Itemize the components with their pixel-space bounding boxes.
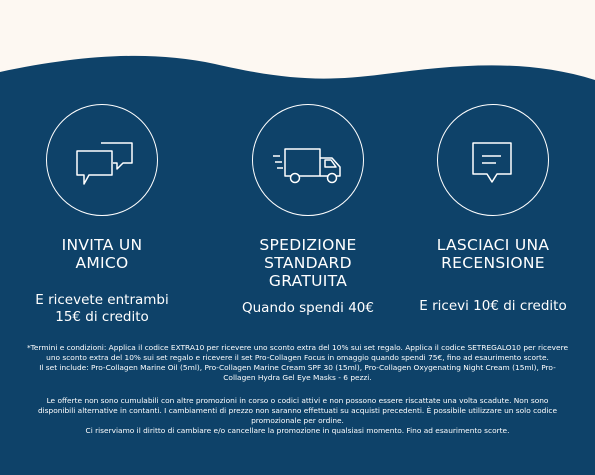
- review-bubble-icon: [438, 105, 547, 214]
- invite-description: E ricevete entrambi 15€ di credito: [35, 292, 169, 325]
- review-title: LASCIACI UNA RECENSIONE: [436, 236, 550, 272]
- invite-icon-circle: [46, 104, 158, 216]
- review-icon-circle: [437, 104, 549, 216]
- shipping-description: Quando spendi 40€: [242, 300, 374, 316]
- delivery-truck-icon: [253, 105, 362, 214]
- shipping-title: SPEDIZIONE STANDARD GRATUITA: [259, 236, 357, 290]
- shipping-icon-circle: [252, 104, 364, 216]
- invite-title: INVITA UN AMICO: [61, 236, 143, 272]
- feature-invite-friend: [12, 0, 192, 340]
- review-description: E ricevi 10€ di credito: [419, 298, 567, 314]
- feature-free-shipping: [218, 0, 398, 340]
- terms-offers-paragraph: Le offerte non sono cumulabili con altre promozioni in corso o codici attivi e non possono essere riscattate una volta scadute. Non sono disponibili alternative in contanti. I cambiamenti di prezzo non saranno effettuati su acquisti precedenti. È possibile utilizzare un solo codice promozionale per ordine. Ci riserviamo il diritto di cambiare e/o cancellare la promozione in qualsiasi momento. Fino ad esaurimento scorte.: [37, 396, 558, 435]
- terms-conditions-paragraph: *Termini e condizioni: Applica il codice EXTRA10 per ricevere uno sconto extra del 10% sui set regalo. Applica il codice SETREGALO10 per ricevere uno sconto extra del 10% sui set regalo e ricevere il set Pro-Collagen Focus in omaggio quando spendi 75€, fino ad esaurimento scorte. Il set include: Pro-Collagen Marine Oil (5ml), Pro-Collagen Marine Cream SPF 30 (15ml), Pro-Collagen Oxygenating Night Cream (15ml), Pro- Collagen Hydra Gel Eye Masks - 6 pezzi.: [26, 343, 568, 382]
- feature-leave-review: [403, 0, 583, 340]
- chat-bubbles-icon: [47, 105, 156, 214]
